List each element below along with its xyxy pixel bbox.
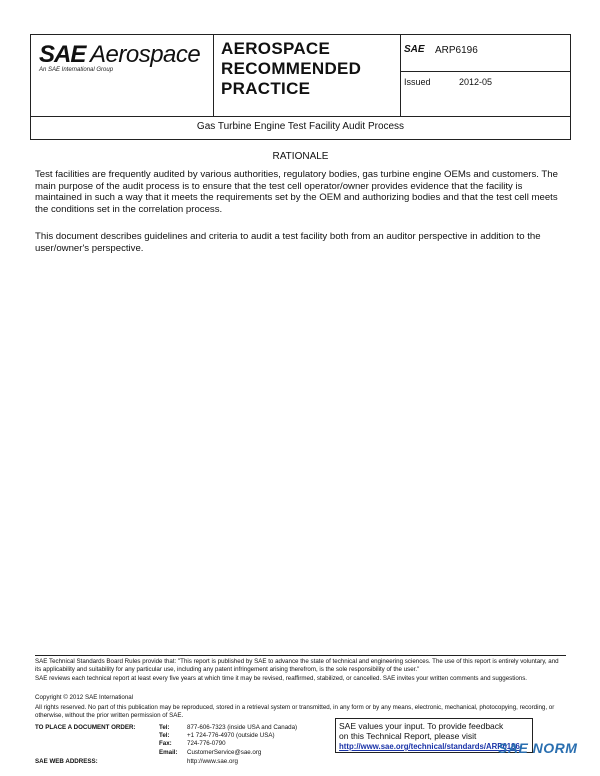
footnote-review: SAE reviews each technical report at least every five years at which time it may be revised, reaffirmed, stabilized, or cancelled. SAE invites your written comments and suggestions. [35,675,528,682]
doc-type-line-2: RECOMMENDED [221,59,362,78]
contact-label: Tel: [159,732,170,739]
logo-subtitle: An SAE International Group [39,67,114,73]
web-address-link[interactable]: http://www.sae.org [187,758,238,765]
rationale-paragraph-2: This document describes guidelines and criteria to audit a test facility both from an auditor perspective in addition to the user/owner's perspective. [35,231,541,254]
sae-norm-watermark: SAE NORM [498,740,578,756]
contact-label: Tel: [159,724,170,731]
section-heading: RATIONALE [272,151,329,162]
footnote-rules: SAE Technical Standards Board Rules provide that: "This report is published by SAE to advance the state of technical and engineering sciences. The use of this report is entirely voluntary, and its applicability and suitability for any particular use, including any patent infringement arising therefrom, is the sole responsibility of the user." [35,658,559,673]
doc-number: ARP6196 [435,45,478,56]
doc-info-divider [400,71,570,72]
web-address-label: SAE WEB ADDRESS: [35,758,98,765]
document-header [30,34,571,117]
feedback-link[interactable]: http://www.sae.org/technical/standards/ARP6196 [339,742,520,751]
issued-date: 2012-05 [459,77,493,87]
contact-value: +1 724-776-4970 (outside USA) [187,732,275,739]
footer-divider [35,655,566,656]
footnote-rights: All rights reserved. No part of this publication may be reproduced, stored in a retrieval system or transmitted, in any form or by any means, electronic, mechanical, photocopying, recording, or otherwise, without the prior written permission of SAE. [35,704,555,719]
logo-cell [31,35,214,116]
title-row [30,116,571,140]
contact-label: Fax: [159,740,172,747]
doc-type-line-1: AEROSPACE [221,39,331,58]
order-label: TO PLACE A DOCUMENT ORDER: [35,724,136,731]
document-title: Gas Turbine Engine Test Facility Audit Process [196,121,405,132]
aerospace-logo-text: Aerospace [90,41,201,68]
feedback-text-2: on this Technical Report, please visit [339,731,477,741]
contact-email-link[interactable]: CustomerService@sae.org [187,749,262,756]
rationale-paragraph-1: Test facilities are frequently audited by various authorities, regulatory bodies, gas turbine engine OEMs and customers. The main purpose of the audit process is to ensure that the test cell operator/owner provides evidence that the facility is maintained in such a way that it meets the requirements set by the OEM and authorizing bodies and that the test cell meets the conditions set in the correlation process. [35,169,558,215]
doc-info-cell [400,35,570,116]
issued-label: Issued [404,77,431,87]
contact-label: Email: [159,749,178,756]
doc-type-line-3: PRACTICE [221,79,311,98]
feedback-text-1: SAE values your input. To provide feedback [339,721,504,731]
contact-value: 877-606-7323 (inside USA and Canada) [187,724,298,731]
sae-small-logo: SAE [404,44,425,55]
sae-logo: SAE [39,41,86,68]
footnote-copyright: Copyright © 2012 SAE International [35,694,134,701]
contact-value: 724-776-0790 [187,740,226,747]
